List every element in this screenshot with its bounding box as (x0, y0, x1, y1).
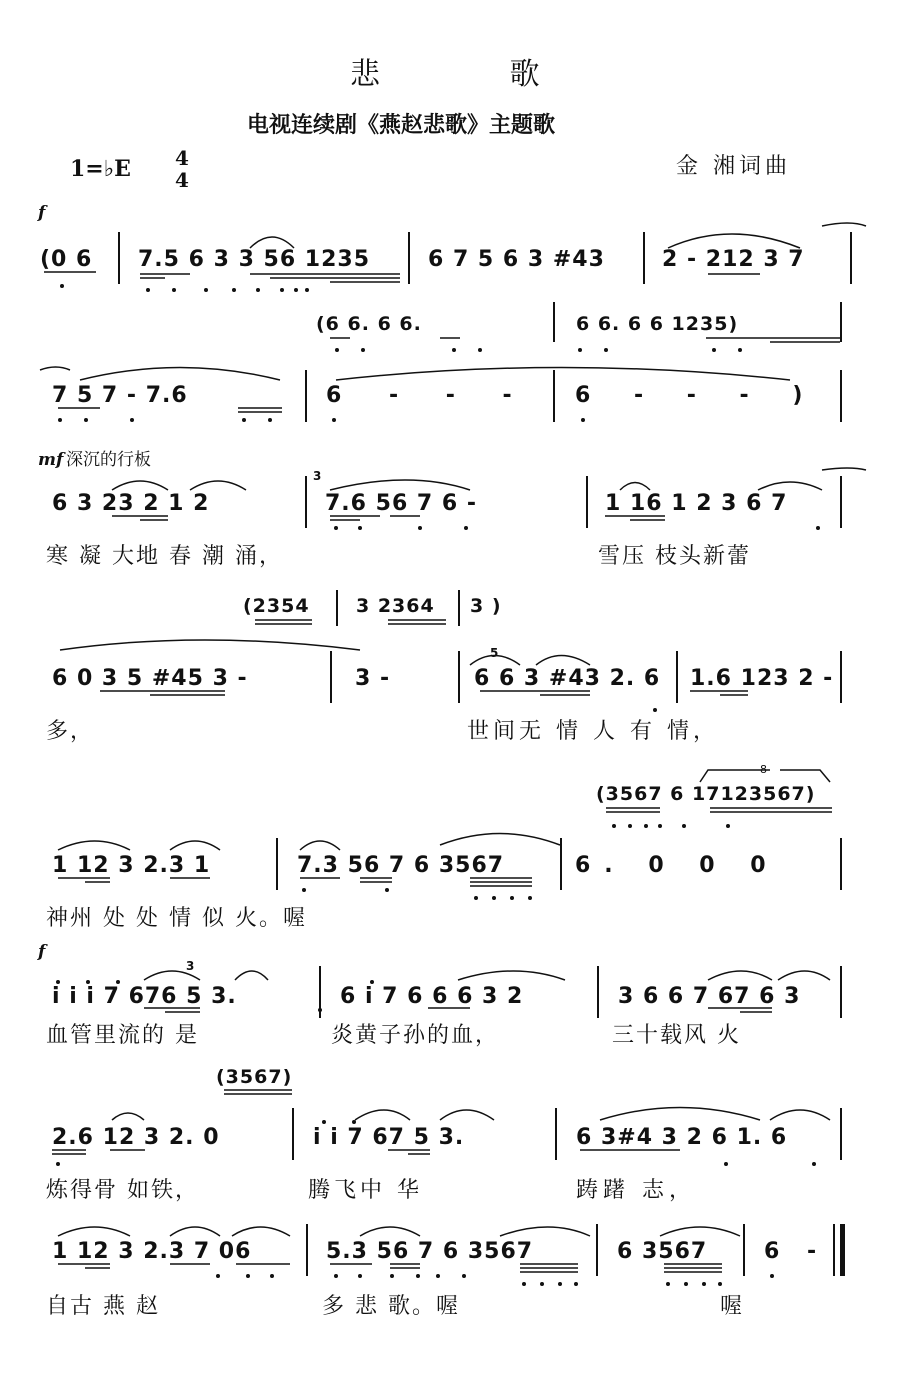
grace-note: 5 (490, 646, 499, 660)
melody-measure: 7.3 56 7 6 3567 (297, 853, 505, 878)
melody-measure: 6 3#4 3 2 6 1. 6 (576, 1125, 788, 1150)
melody-measure: 7 5 7 - 7.6 (52, 383, 188, 408)
triplet-mark: 3 (186, 959, 195, 973)
lyric-line: 腾飞中 华 (308, 1178, 423, 1203)
melody-measure: i i i 7 676 5 3. (52, 984, 237, 1009)
accompaniment-measure: 3 2364 (356, 595, 435, 617)
melody-measure: 6 7 5 6 3 #43 (428, 247, 605, 272)
lyric-line: 喔 (720, 1294, 745, 1319)
accompaniment-measure: (6 6. 6 6. (316, 313, 422, 335)
melody-measure: 6 3567 (617, 1239, 708, 1264)
melody-measure: 2.6 12 3 2. 0 (52, 1125, 220, 1150)
dynamic-f-1: f (38, 203, 46, 223)
melody-measure: 3 - (355, 666, 391, 691)
octave-mark: 8 (760, 763, 767, 776)
credit-line: 金 湘词曲 (676, 154, 791, 179)
lyric-line: 多， (46, 719, 95, 744)
melody-measure: 5.3 56 7 6 3567 (326, 1239, 534, 1264)
lyric-line: 神州 处 处 情 似 火。喔 (46, 906, 307, 931)
melody-measure: (0 6 (40, 247, 93, 272)
accompaniment-measure: (3567 6 17123567) (596, 783, 816, 805)
tempo-marking: 深沉的行板 (66, 450, 151, 470)
melody-measure: 6 3 23 2 1 2 (52, 491, 210, 516)
accompaniment-measure: 3 ) (470, 595, 502, 617)
lyric-line: 踌躇 志， (576, 1178, 696, 1203)
melody-measure: 1 12 3 2.3 7 06 (52, 1239, 252, 1264)
melody-measure: 6. 0 0 0 (575, 853, 780, 878)
lyric-line: 世间无 情 人 有 情， (467, 719, 719, 744)
melody-measure: 6 i 7 6 6 6 3 2 (340, 984, 524, 1009)
melody-measure: 6 - (764, 1239, 827, 1264)
accompaniment-measure: (3567) (216, 1066, 293, 1088)
song-title: 悲 歌 (350, 57, 600, 92)
time-signature-top: 4 (175, 146, 189, 170)
melody-measure: 6 - - - (326, 383, 532, 408)
lyric-line: 炼得骨 如铁， (46, 1178, 199, 1203)
melody-measure: 7.6 56 7 6 - (325, 491, 477, 516)
melody-measure: 1 12 3 2.3 1 (52, 853, 211, 878)
lyric-line: 炎黄子孙的血， (331, 1023, 500, 1048)
accompaniment-measure: (2354 (243, 595, 310, 617)
melody-measure: 6 - - - ) (575, 383, 821, 408)
key-signature: 1=♭E (70, 156, 131, 182)
dynamic-mf: mf (38, 450, 64, 470)
lyric-line: 血管里流的 是 (46, 1023, 199, 1048)
melody-measure: 3 6 6 7 67 6 3 (618, 984, 801, 1009)
melody-measure: 1.6 123 2 - (690, 666, 834, 691)
dynamic-f-2: f (38, 942, 46, 962)
song-subtitle: 电视连续剧《燕赵悲歌》主题歌 (247, 113, 556, 138)
lyric-line: 三十载风 火 (612, 1023, 741, 1048)
accompaniment-measure: 6 6. 6 6 1235) (576, 313, 739, 335)
melody-measure: 7.5 6 3 3 56 1235 (138, 247, 371, 272)
melody-measure: i i 7 67 5 3. (313, 1125, 465, 1150)
lyric-line: 多 悲 歌。喔 (322, 1294, 460, 1319)
lyric-line: 寒 凝 大地 春 潮 涌， (46, 544, 283, 569)
melody-measure: 6 0 3 5 #45 3 - (52, 666, 248, 691)
lyric-line: 自古 燕 赵 (46, 1294, 160, 1319)
melody-measure: 2 - 212 3 7 (662, 247, 805, 272)
lyric-line: 雪压 枝头新蕾 (598, 544, 751, 569)
melody-measure: 6 6 3 #43 2. 6 (474, 666, 661, 691)
melody-measure: 1 16 1 2 3 6 7 (605, 491, 788, 516)
time-signature-bottom: 4 (175, 168, 189, 192)
grace-note: 3 (313, 469, 322, 483)
